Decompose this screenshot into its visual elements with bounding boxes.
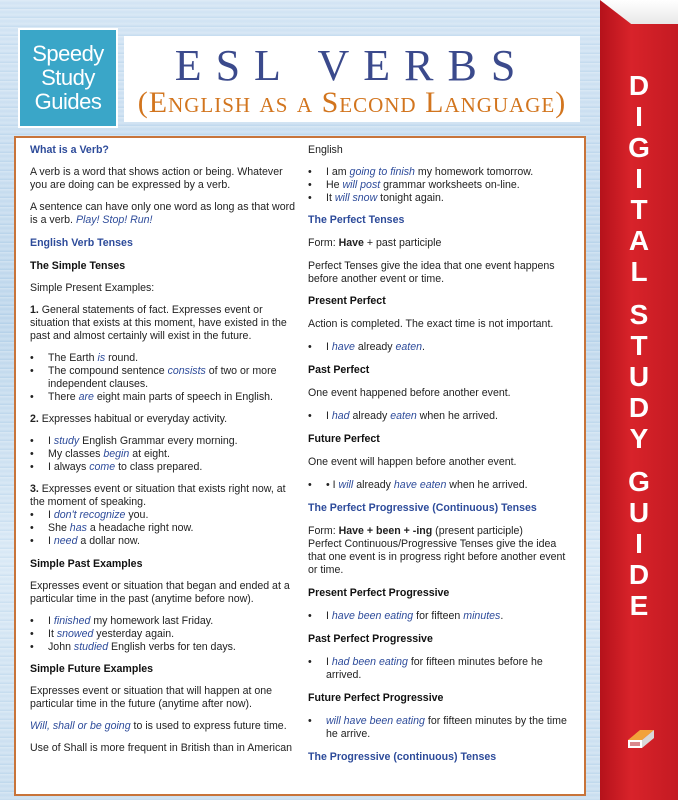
paragraph: Action is completed. The exact time is not important. (308, 318, 554, 330)
example-list (308, 166, 574, 205)
list-item: • I am going to finish my homework tomorrow. (324, 166, 574, 179)
list-item: • will have been eating for fifteen minutes by the time he arrive. (324, 715, 574, 741)
past-perfect-progressive-heading: Past Perfect Progressive (308, 633, 433, 645)
letter-gap (600, 287, 678, 299)
bookmark-letter: I (635, 528, 643, 559)
logo-line-2: Study (41, 65, 95, 90)
simple-future-heading: Simple Future Examples (30, 663, 154, 675)
bookmark-letter: S (629, 299, 649, 330)
paragraph: Expresses event or situation that began and ended at a particular time in the past (anytime before now). (30, 580, 290, 605)
list-item: • The Earth is round. (46, 352, 300, 365)
letter-gap (600, 454, 678, 466)
content-panel (14, 136, 586, 796)
paragraph: 2. Expresses habitual or everyday activity. (30, 413, 228, 425)
logo-line-3: Guides (34, 89, 102, 114)
list-item: • I have already eaten. (324, 341, 574, 354)
list-item: • I study English Grammar every morning. (46, 435, 300, 448)
bookmark-letter: U (628, 361, 650, 392)
bookmark-vertical-text (600, 70, 678, 621)
paragraph: Expresses event or situation that will happen at one particular time in the future (anytime after now). (30, 685, 273, 710)
bookmark-letter: T (630, 330, 648, 361)
list-item: • I don't recognize you. (46, 509, 300, 522)
perfect-progressive-heading: The Perfect Progressive (Continuous) Tenses (308, 502, 537, 514)
list-item: • I had already eaten when he arrived. (324, 410, 574, 423)
perfect-tenses-heading: The Perfect Tenses (308, 214, 405, 226)
list-item: • He will post grammar worksheets on-line. (324, 179, 574, 192)
example-list (308, 610, 574, 623)
paragraph: One event will happen before another event. (308, 456, 517, 468)
example-list (308, 410, 574, 423)
bookmark-letter: A (628, 225, 650, 256)
paragraph: Form: Have + been + -ing (present participle) (308, 525, 523, 537)
what-is-verb-heading: What is a Verb? (30, 144, 109, 156)
list-item: • I have been eating for fifteen minutes. (324, 610, 574, 623)
logo-line-1: Speedy (32, 41, 104, 66)
paragraph: 1. General statements of fact. Expresses event or situation that exists at this moment, have existed in the past and almost certainly will exist in the future. (30, 304, 287, 342)
paragraph: 3. Expresses event or situation that exists right now, at the moment of speaking. (30, 483, 286, 508)
example-list (308, 656, 574, 682)
list-item: • The compound sentence consists of two or more independent clauses. (46, 365, 300, 391)
bookmark-letter: G (628, 132, 650, 163)
paragraph: Simple Present Examples: (30, 282, 155, 294)
list-item: • There are eight main parts of speech in English. (46, 391, 300, 404)
list-item: • I always come to class prepared. (46, 461, 300, 474)
list-item: • It snowed yesterday again. (46, 628, 300, 641)
bookmark-letter: D (628, 392, 650, 423)
bookmark-letter: T (630, 194, 648, 225)
page-title: ESL VERBS (174, 41, 530, 90)
paragraph: One event happened before another event. (308, 387, 511, 399)
list-item: • I need a dollar now. (46, 535, 300, 548)
bookmark-letter: D (628, 70, 650, 101)
paragraph: Form: Have + past participle (308, 237, 442, 249)
example-list (308, 479, 574, 492)
title-banner (124, 36, 580, 122)
past-perfect-heading: Past Perfect (308, 364, 370, 376)
paragraph: A verb is a word that shows action or being. Whatever you are doing can be expressed by a verb. (30, 166, 283, 191)
list-item: • My classes begin at eight. (46, 448, 300, 461)
bookmark-letter: L (630, 256, 648, 287)
progressive-tenses-heading: The Progressive (continuous) Tenses (308, 751, 497, 763)
bookmark-letter: U (628, 497, 650, 528)
list-item: • I had been eating for fifteen minutes before he arrived. (324, 656, 574, 682)
example-list (308, 341, 574, 354)
example-list (30, 615, 300, 654)
paragraph: English (308, 144, 343, 156)
future-perfect-heading: Future Perfect (308, 433, 380, 445)
paragraph: Use of Shall is more frequent in British than in American (30, 742, 293, 754)
books-icon (626, 722, 656, 752)
bookmark-letter: I (635, 163, 643, 194)
paragraph: Perfect Continuous/Progressive Tenses give the idea that one event is in progress right before another event or time. (308, 538, 566, 576)
present-perfect-progressive-heading: Present Perfect Progressive (308, 587, 450, 599)
english-verb-tenses-heading: English Verb Tenses (30, 237, 133, 249)
bookmark-letter: D (628, 559, 650, 590)
page-subtitle: (English as a Second Language) (137, 86, 567, 119)
bookmark-letter: E (629, 590, 649, 621)
bookmark-letter: G (628, 466, 650, 497)
paragraph: A sentence can have only one word as long as that word is a verb. Play! Stop! Run! (30, 201, 296, 226)
simple-past-heading: Simple Past Examples (30, 558, 143, 570)
right-column (308, 144, 574, 764)
present-perfect-heading: Present Perfect (308, 295, 386, 307)
left-column (30, 144, 300, 755)
list-item: • • I will already have eaten when he arrived. (324, 479, 574, 492)
simple-tenses-heading: The Simple Tenses (30, 260, 126, 272)
future-perfect-progressive-heading: Future Perfect Progressive (308, 692, 444, 704)
example-list (30, 509, 300, 548)
list-item: • John studied English verbs for ten days. (46, 641, 300, 654)
paragraph: Will, shall or be going to is used to express future time. (30, 720, 287, 732)
bookmark-letter: I (635, 101, 643, 132)
speedy-study-guides-logo (18, 28, 118, 128)
list-item: • I finished my homework last Friday. (46, 615, 300, 628)
bookmark-letter: Y (629, 423, 649, 454)
example-list (30, 352, 300, 404)
list-item: • She has a headache right now. (46, 522, 300, 535)
example-list (308, 715, 574, 741)
paragraph: Perfect Tenses give the idea that one event happens before another event or time. (308, 260, 555, 285)
list-item: • It will snow tonight again. (324, 192, 574, 205)
example-list (30, 435, 300, 474)
